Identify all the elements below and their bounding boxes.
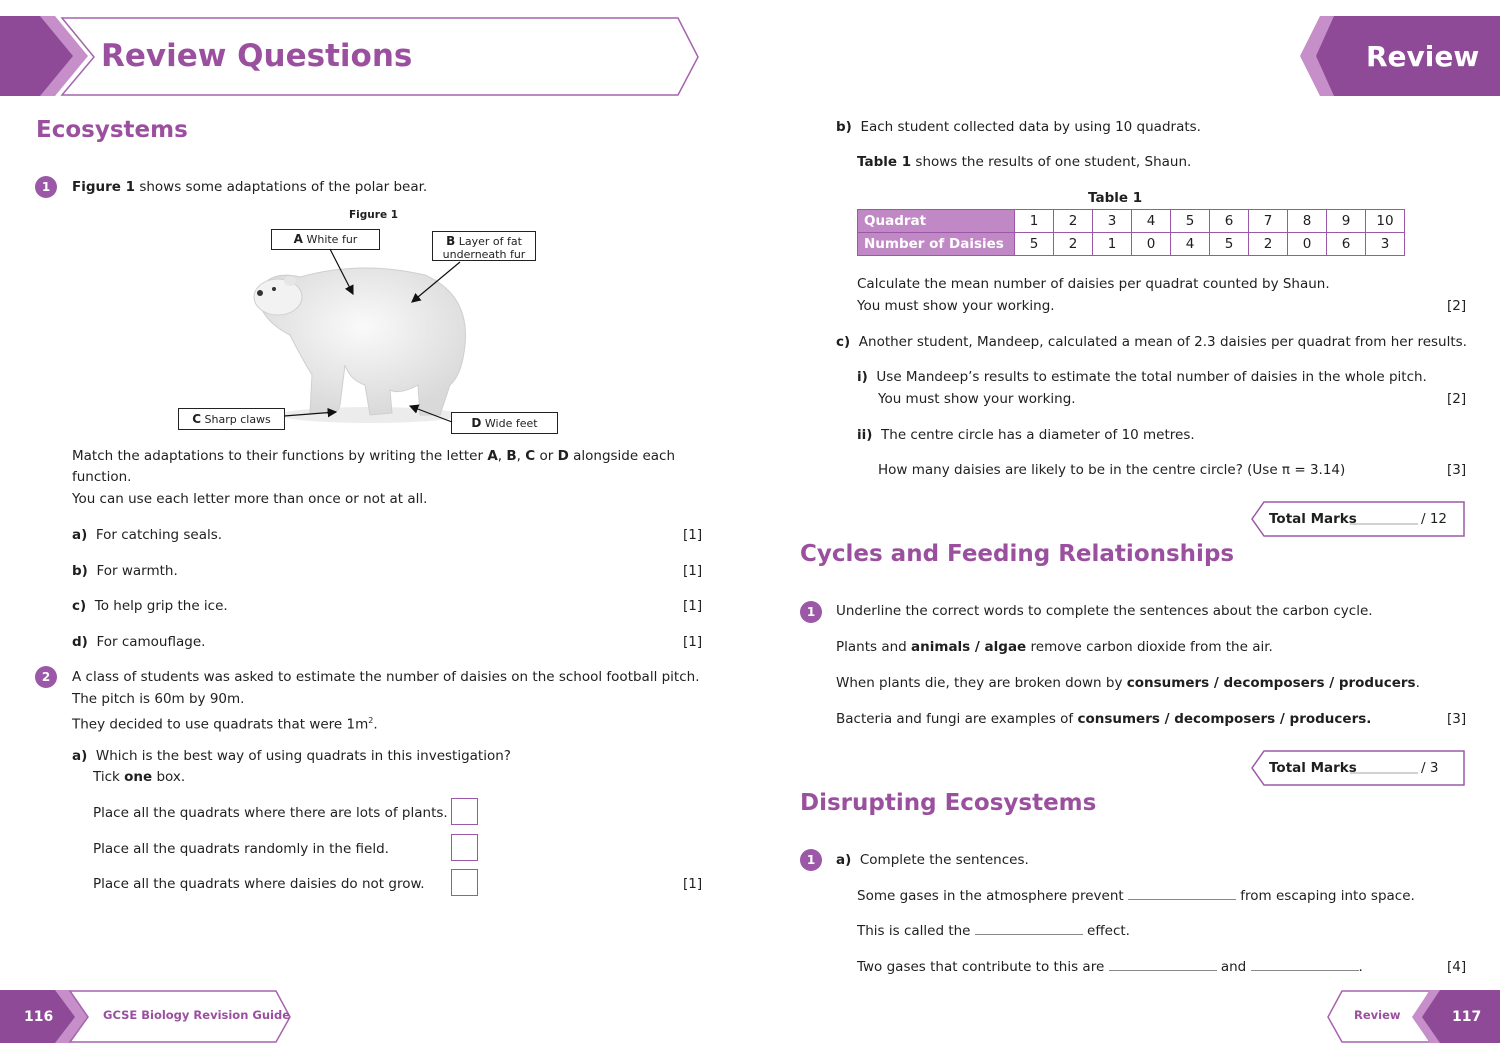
- table-title: Table 1: [1088, 190, 1143, 206]
- cycles-sentence-1: Plants and animals / algae remove carbon dioxide from the air.: [836, 639, 1273, 655]
- table-cell: 8: [1288, 210, 1327, 233]
- page-title: Review Questions: [101, 38, 413, 74]
- table-row-label: Quadrat: [858, 210, 1015, 233]
- tick-box-1[interactable]: [451, 798, 478, 825]
- disrupting-sentence-3: Two gases that contribute to this are and .: [857, 959, 1363, 975]
- cycles-line-1: Underline the correct words to complete the sentences about the carbon cycle.: [836, 603, 1373, 619]
- table-cell: 4: [1171, 233, 1210, 256]
- cycles-sentence-2: When plants die, they are broken down by consumers / decomposers / producers.: [836, 675, 1420, 691]
- q2ci-line-1: i) Use Mandeep’s results to estimate the total number of daisies in the whole pitch.: [857, 369, 1427, 385]
- question-text: Figure 1 shows some adaptations of the polar bear.: [72, 179, 428, 195]
- section-heading-cycles: Cycles and Feeding Relationships: [800, 541, 1235, 567]
- table-cell: 2: [1054, 233, 1093, 256]
- total-marks-label: Total Marks: [1269, 760, 1357, 776]
- q2b-line-3: Calculate the mean number of daisies per quadrat counted by Shaun.: [857, 276, 1330, 292]
- table-cell: 5: [1210, 233, 1249, 256]
- header-right-title: Review: [1366, 40, 1480, 73]
- table-cell: 1: [1015, 210, 1054, 233]
- mark: [4]: [1447, 959, 1467, 975]
- mark: [1]: [683, 598, 703, 614]
- q2b-line-2: Table 1 shows the results of one student, Shaun.: [857, 154, 1192, 170]
- q2b-line-4: You must show your working.: [857, 298, 1055, 314]
- answer-blank[interactable]: [1109, 958, 1217, 971]
- cycles-sentence-3: Bacteria and fungi are examples of consumers / decomposers / producers.: [836, 711, 1372, 727]
- part-c: c) To help grip the ice.: [72, 598, 228, 614]
- table-cell: 0: [1288, 233, 1327, 256]
- q2a-line-1: a) Which is the best way of using quadrats in this investigation?: [72, 748, 511, 764]
- mark: [1]: [683, 876, 703, 892]
- mark: [2]: [1447, 298, 1467, 314]
- question-number: 1: [35, 176, 57, 198]
- label-c: C Sharp claws: [178, 408, 285, 430]
- instruction-line-1: Match the adaptations to their functions by writing the letter A, B, C or D alongside each: [72, 448, 676, 464]
- mark: [1]: [683, 527, 703, 543]
- table-cell: 7: [1249, 210, 1288, 233]
- q2cii-line-1: ii) The centre circle has a diameter of 10 metres.: [857, 427, 1195, 443]
- mark: [1]: [683, 563, 703, 579]
- disrupting-part-a: a) Complete the sentences.: [836, 852, 1029, 868]
- page-number-left: 116: [24, 1009, 54, 1025]
- question-number: 2: [35, 666, 57, 688]
- mark: [3]: [1447, 711, 1467, 727]
- q2b-line-1: b) Each student collected data by using 10 quadrats.: [836, 119, 1201, 135]
- part-a: a) For catching seals.: [72, 527, 223, 543]
- table-cell: 2: [1249, 233, 1288, 256]
- answer-blank[interactable]: [1128, 887, 1236, 900]
- part-b: b) For warmth.: [72, 563, 178, 579]
- label-a: A White fur: [271, 229, 380, 250]
- label-b: B Layer of fat underneath fur: [432, 231, 536, 261]
- q2cii-line-2: How many daisies are likely to be in the centre circle? (Use π = 3.14): [878, 462, 1346, 478]
- table-cell: 1: [1093, 233, 1132, 256]
- table-cell: 10: [1366, 210, 1405, 233]
- instruction-line-3: You can use each letter more than once or not at all.: [72, 491, 428, 507]
- table-row-label: Number of Daisies: [858, 233, 1015, 256]
- page-number-right: 117: [1452, 1009, 1482, 1025]
- total-marks-value: / 3: [1421, 760, 1439, 776]
- disrupting-sentence-1: Some gases in the atmosphere prevent from escaping into space.: [857, 888, 1415, 904]
- mark: [3]: [1447, 462, 1467, 478]
- table-cell: 5: [1171, 210, 1210, 233]
- table-cell: 3: [1366, 233, 1405, 256]
- part-d: d) For camouflage.: [72, 634, 206, 650]
- label-d: D Wide feet: [451, 412, 558, 434]
- answer-blank[interactable]: [975, 922, 1083, 935]
- table-cell: 3: [1093, 210, 1132, 233]
- option-3: Place all the quadrats where daisies do not grow.: [93, 876, 425, 892]
- table-cell: 2: [1054, 210, 1093, 233]
- table-cell: 4: [1132, 210, 1171, 233]
- disrupting-sentence-2: This is called the effect.: [857, 923, 1130, 939]
- figure-title: Figure 1: [349, 209, 399, 221]
- option-1: Place all the quadrats where there are lots of plants.: [93, 805, 448, 821]
- instruction-line-2: function.: [72, 469, 132, 485]
- table-cell: 6: [1327, 233, 1366, 256]
- mark: [2]: [1447, 391, 1467, 407]
- total-marks-value: / 12: [1421, 511, 1448, 527]
- q2ci-line-2: You must show your working.: [878, 391, 1076, 407]
- footer-section: Review: [1354, 1008, 1401, 1022]
- question-number: 1: [800, 601, 822, 623]
- question-number: 1: [800, 849, 822, 871]
- option-2: Place all the quadrats randomly in the field.: [93, 841, 389, 857]
- q2c-line: c) Another student, Mandeep, calculated a mean of 2.3 daisies per quadrat from her results.: [836, 334, 1467, 350]
- q2-line-2: The pitch is 60m by 90m.: [72, 691, 245, 707]
- mark: [1]: [683, 634, 703, 650]
- table-row: [858, 233, 1405, 256]
- table-row: [858, 210, 1405, 233]
- table-cell: 0: [1132, 233, 1171, 256]
- tick-box-3[interactable]: [451, 869, 478, 896]
- q2a-line-2: Tick one box.: [93, 769, 186, 785]
- q2-line-1: A class of students was asked to estimate the number of daisies on the school football pitch.: [72, 669, 700, 685]
- section-heading-disrupting: Disrupting Ecosystems: [800, 790, 1097, 816]
- total-marks-label: Total Marks: [1269, 511, 1357, 527]
- section-heading-ecosystems: Ecosystems: [36, 117, 188, 143]
- table-cell: 6: [1210, 210, 1249, 233]
- label-arrows: [0, 0, 700, 450]
- tick-box-2[interactable]: [451, 834, 478, 861]
- q2-line-3: They decided to use quadrats that were $1m^2$.: [72, 716, 378, 733]
- data-table: [857, 209, 1405, 256]
- table-cell: 5: [1015, 233, 1054, 256]
- table-cell: 9: [1327, 210, 1366, 233]
- answer-blank[interactable]: [1251, 958, 1359, 971]
- book-title: GCSE Biology Revision Guide: [103, 1008, 290, 1022]
